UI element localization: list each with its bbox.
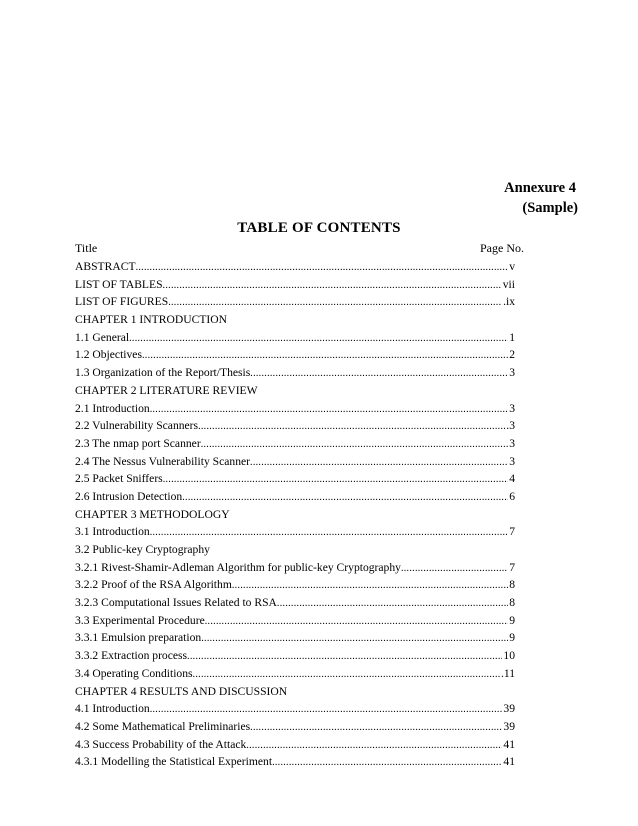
annexure-label: Annexure 4 — [504, 180, 576, 196]
toc-entry-label: 3.2 Public-key Cryptography — [75, 543, 210, 556]
toc-leader-dots — [142, 347, 508, 365]
toc-entry — [75, 470, 515, 488]
toc-leader-dots — [250, 454, 508, 472]
toc-leader-dots — [168, 294, 502, 312]
toc-entry-label: LIST OF FIGURES — [75, 295, 169, 309]
toc-entry — [75, 488, 515, 506]
column-header-title: Title — [75, 241, 98, 255]
toc-entry-page: 9 — [509, 613, 515, 627]
toc-entry-label: 3.2.1 Rivest-Shamir-Adleman Algorithm for public-key Cryptography — [75, 560, 401, 574]
toc-entry-page: 6 — [509, 489, 515, 503]
toc-entry — [75, 346, 515, 364]
toc-entry — [75, 400, 515, 418]
toc-entry-label: 3.2.3 Computational Issues Related to RSA — [75, 596, 277, 610]
toc-title — [0, 220, 638, 237]
toc-leader-dots — [163, 471, 509, 489]
toc-section-heading — [75, 506, 515, 524]
toc-leader-dots — [272, 754, 502, 772]
toc-entry-label: 3.4 Operating Conditions — [75, 666, 193, 680]
toc-entry — [75, 700, 515, 718]
toc-entry-label: CHAPTER 1 INTRODUCTION — [75, 313, 228, 327]
toc-entry-label: ABSTRACT — [75, 260, 136, 273]
toc-leader-dots — [201, 630, 508, 648]
toc-entry — [75, 594, 515, 612]
toc-entry-page: 41 — [503, 737, 515, 751]
toc-entry — [75, 647, 515, 665]
toc-entry-label: CHAPTER 2 LITERATURE REVIEW — [75, 383, 258, 397]
toc-entry-label: 3.3 Experimental Procedure — [75, 613, 205, 627]
toc-leader-dots — [201, 436, 509, 454]
toc-leader-dots — [150, 401, 509, 419]
toc-leader-dots — [205, 613, 508, 631]
toc-entry-page: vii — [502, 277, 515, 291]
toc-entry-page: 4 — [509, 472, 515, 486]
toc-leader-dots — [250, 365, 508, 383]
toc-entry — [75, 453, 515, 471]
column-header-page: Page No. — [480, 241, 524, 255]
annexure-sample-label: (Sample) — [522, 200, 578, 216]
toc-entry-label: 4.3 Success Probability of the Attack — [75, 737, 247, 751]
toc-entry-page: 9 — [509, 631, 515, 645]
toc-title-text: TABLE OF CONTENTS — [237, 220, 401, 236]
toc-entry-label: 3.2.2 Proof of the RSA Algorithm — [75, 578, 232, 592]
toc-entry-label: 3.1 Introduction — [75, 525, 150, 539]
toc-leader-dots — [150, 524, 509, 542]
toc-entry — [75, 612, 515, 630]
toc-entry-label: 3.3.1 Emulsion preparation — [75, 631, 202, 645]
toc-entry — [75, 293, 515, 311]
toc-entry-label: 4.1 Introduction — [75, 702, 150, 716]
toc-leader-dots — [246, 737, 502, 755]
toc-leader-dots — [401, 560, 508, 578]
toc-entry-label: 2.5 Packet Sniffers — [75, 472, 163, 486]
toc-entry — [75, 435, 515, 453]
toc-entry-label: 3.3.2 Extraction process — [75, 649, 188, 663]
toc-entry-label: 2.1 Introduction — [75, 401, 150, 415]
toc-entry — [75, 576, 515, 594]
toc-entry-label: 2.2 Vulnerability Scanners — [75, 419, 199, 433]
toc-entry-page: 3 — [509, 366, 515, 380]
toc-section-heading — [75, 541, 515, 559]
toc-entry-label: 2.3 The nmap port Scanner — [75, 436, 201, 450]
toc-entry-label: 1.3 Organization of the Report/Thesis — [75, 366, 251, 380]
toc-entry-page: 10 — [503, 649, 515, 663]
toc-entry — [75, 629, 515, 647]
toc-section-heading — [75, 683, 515, 701]
toc-entry-page: 39 — [503, 702, 515, 716]
toc-section-heading — [75, 311, 515, 329]
toc-leader-dots — [187, 648, 502, 666]
toc-entry-page: 8 — [509, 596, 515, 610]
toc-entry-label: 2.4 The Nessus Vulnerability Scanner — [75, 454, 251, 468]
column-headers — [75, 241, 524, 256]
toc-entries — [75, 258, 515, 771]
toc-leader-dots — [193, 666, 500, 684]
toc-entry-page: 2 — [509, 348, 515, 362]
toc-entry-label: CHAPTER 4 RESULTS AND DISCUSSION — [75, 684, 288, 698]
toc-entry — [75, 417, 515, 435]
toc-leader-dots — [182, 489, 508, 507]
toc-entry — [75, 276, 515, 294]
toc-entry — [75, 665, 515, 683]
toc-entry-page: 1 — [509, 330, 515, 344]
toc-entry-page: v — [509, 260, 515, 273]
toc-entry-label: 4.3.1 Modelling the Statistical Experiment — [75, 755, 273, 769]
toc-entry — [75, 718, 515, 736]
toc-entry — [75, 258, 515, 276]
toc-entry-label: 1.2 Objectives — [75, 348, 142, 362]
toc-entry-page: 8 — [509, 578, 515, 592]
toc-leader-dots — [129, 330, 508, 348]
toc-entry-label: LIST OF TABLES — [75, 277, 163, 291]
toc-entry — [75, 364, 515, 382]
toc-entry-label: 4.2 Some Mathematical Preliminaries — [75, 719, 251, 733]
toc-entry — [75, 559, 515, 577]
toc-entry-page: 3 — [509, 454, 515, 468]
toc-leader-dots — [136, 259, 509, 277]
toc-entry-page: 7 — [509, 525, 515, 539]
toc-leader-dots — [277, 595, 508, 613]
toc-entry-label: 2.6 Intrusion Detection — [75, 489, 183, 503]
toc-entry-page: 3 — [509, 401, 515, 415]
toc-entry-page: 39 — [503, 719, 515, 733]
toc-entry-label: CHAPTER 3 METHODOLOGY — [75, 507, 230, 521]
toc-entry-label: 1.1 General — [75, 330, 130, 344]
toc-entry — [75, 753, 515, 771]
toc-entry-page: 41 — [503, 755, 515, 769]
toc-entry-page: .ix — [503, 295, 515, 309]
toc-leader-dots — [250, 719, 502, 737]
toc-leader-dots — [163, 277, 502, 295]
toc-entry — [75, 329, 515, 347]
toc-entry-page: .11 — [500, 666, 515, 680]
toc-entry-page: .3 — [506, 419, 515, 433]
toc-leader-dots — [150, 701, 503, 719]
toc-entry — [75, 736, 515, 754]
toc-section-heading — [75, 382, 515, 400]
toc-leader-dots — [198, 418, 505, 436]
toc-entry-page: 7 — [509, 560, 515, 574]
toc-leader-dots — [232, 577, 508, 595]
toc-entry — [75, 523, 515, 541]
toc-entry-page: 3 — [509, 436, 515, 450]
